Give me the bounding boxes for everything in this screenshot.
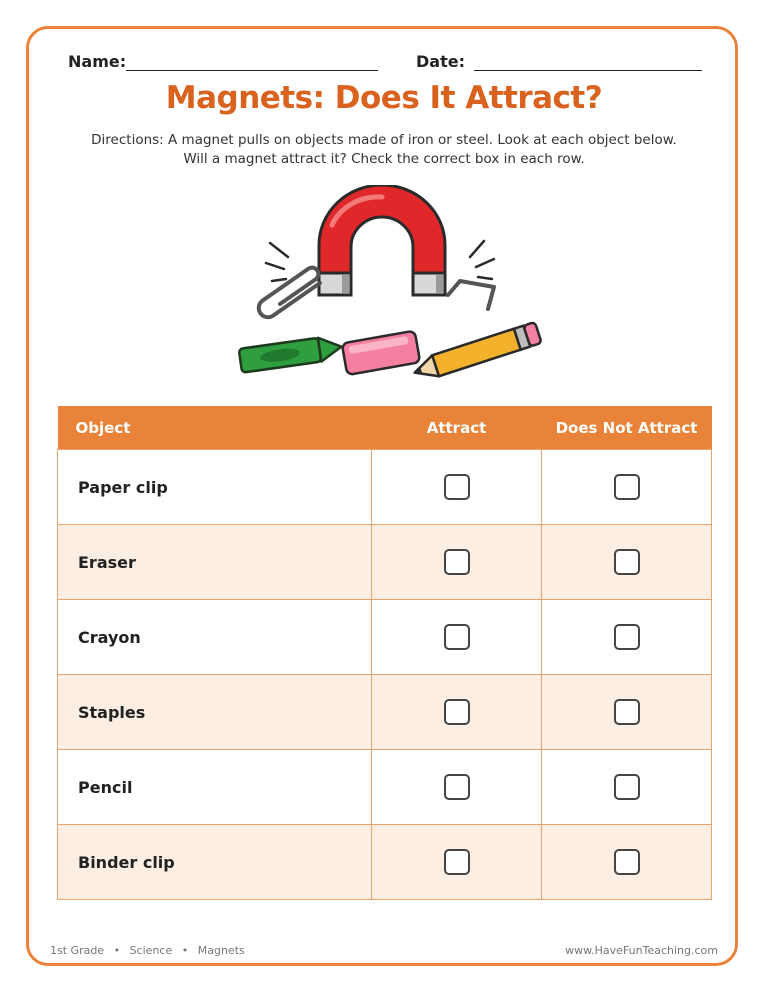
attract-checkbox[interactable] [444,624,470,650]
eraser-icon [342,331,420,375]
horseshoe-magnet-icon [319,185,445,295]
directions-line-1: Directions: A magnet pulls on objects made of iron or steel. Look at each object below. [91,132,677,148]
date-label: Date: [416,52,465,71]
does-not-attract-checkbox[interactable] [614,549,640,575]
table-header-row [58,406,712,450]
attract-checkbox[interactable] [444,849,470,875]
staple-icon [448,281,494,309]
attract-checkbox[interactable] [444,549,470,575]
object-label: Binder clip [58,825,372,900]
magnet-illustration [222,185,552,385]
object-label: Paper clip [58,450,372,525]
footer-tags [50,944,245,957]
directions-line-2: Will a magnet attract it? Check the correct box in each row. [183,151,585,167]
does-not-attract-checkbox[interactable] [614,474,640,500]
footer-subject: Science [129,944,173,957]
name-line[interactable] [126,70,378,71]
footer-website[interactable]: www.HaveFunTeaching.com [565,944,718,957]
attract-checkbox[interactable] [444,774,470,800]
footer-topic: Magnets [197,944,245,957]
object-label: Staples [58,675,372,750]
column-header-object: Object [58,406,372,450]
attract-checkbox[interactable] [444,699,470,725]
directions [60,131,708,169]
date-line[interactable] [474,70,702,71]
crayon-icon [239,335,343,373]
footer-separator: • [181,944,189,957]
footer-separator: • [113,944,121,957]
does-not-attract-checkbox[interactable] [614,699,640,725]
table-row [58,750,712,825]
table-row [58,525,712,600]
pencil-icon [411,322,541,383]
object-label: Eraser [58,525,372,600]
worksheet-table [57,406,712,900]
column-header-attract: Attract [372,406,542,450]
name-label: Name: [68,52,127,71]
object-label: Pencil [58,750,372,825]
does-not-attract-checkbox[interactable] [614,849,640,875]
name-date-row [68,52,702,74]
footer-grade: 1st Grade [50,944,105,957]
table-row [58,600,712,675]
column-header-does-not-attract: Does Not Attract [542,406,712,450]
object-label: Crayon [58,600,372,675]
table-row [58,450,712,525]
does-not-attract-checkbox[interactable] [614,774,640,800]
worksheet-title: Magnets: Does It Attract? [165,80,603,116]
table-row [58,825,712,900]
paper-clip-icon [259,268,320,318]
does-not-attract-checkbox[interactable] [614,624,640,650]
table-row [58,675,712,750]
footer [50,944,718,960]
attract-checkbox[interactable] [444,474,470,500]
